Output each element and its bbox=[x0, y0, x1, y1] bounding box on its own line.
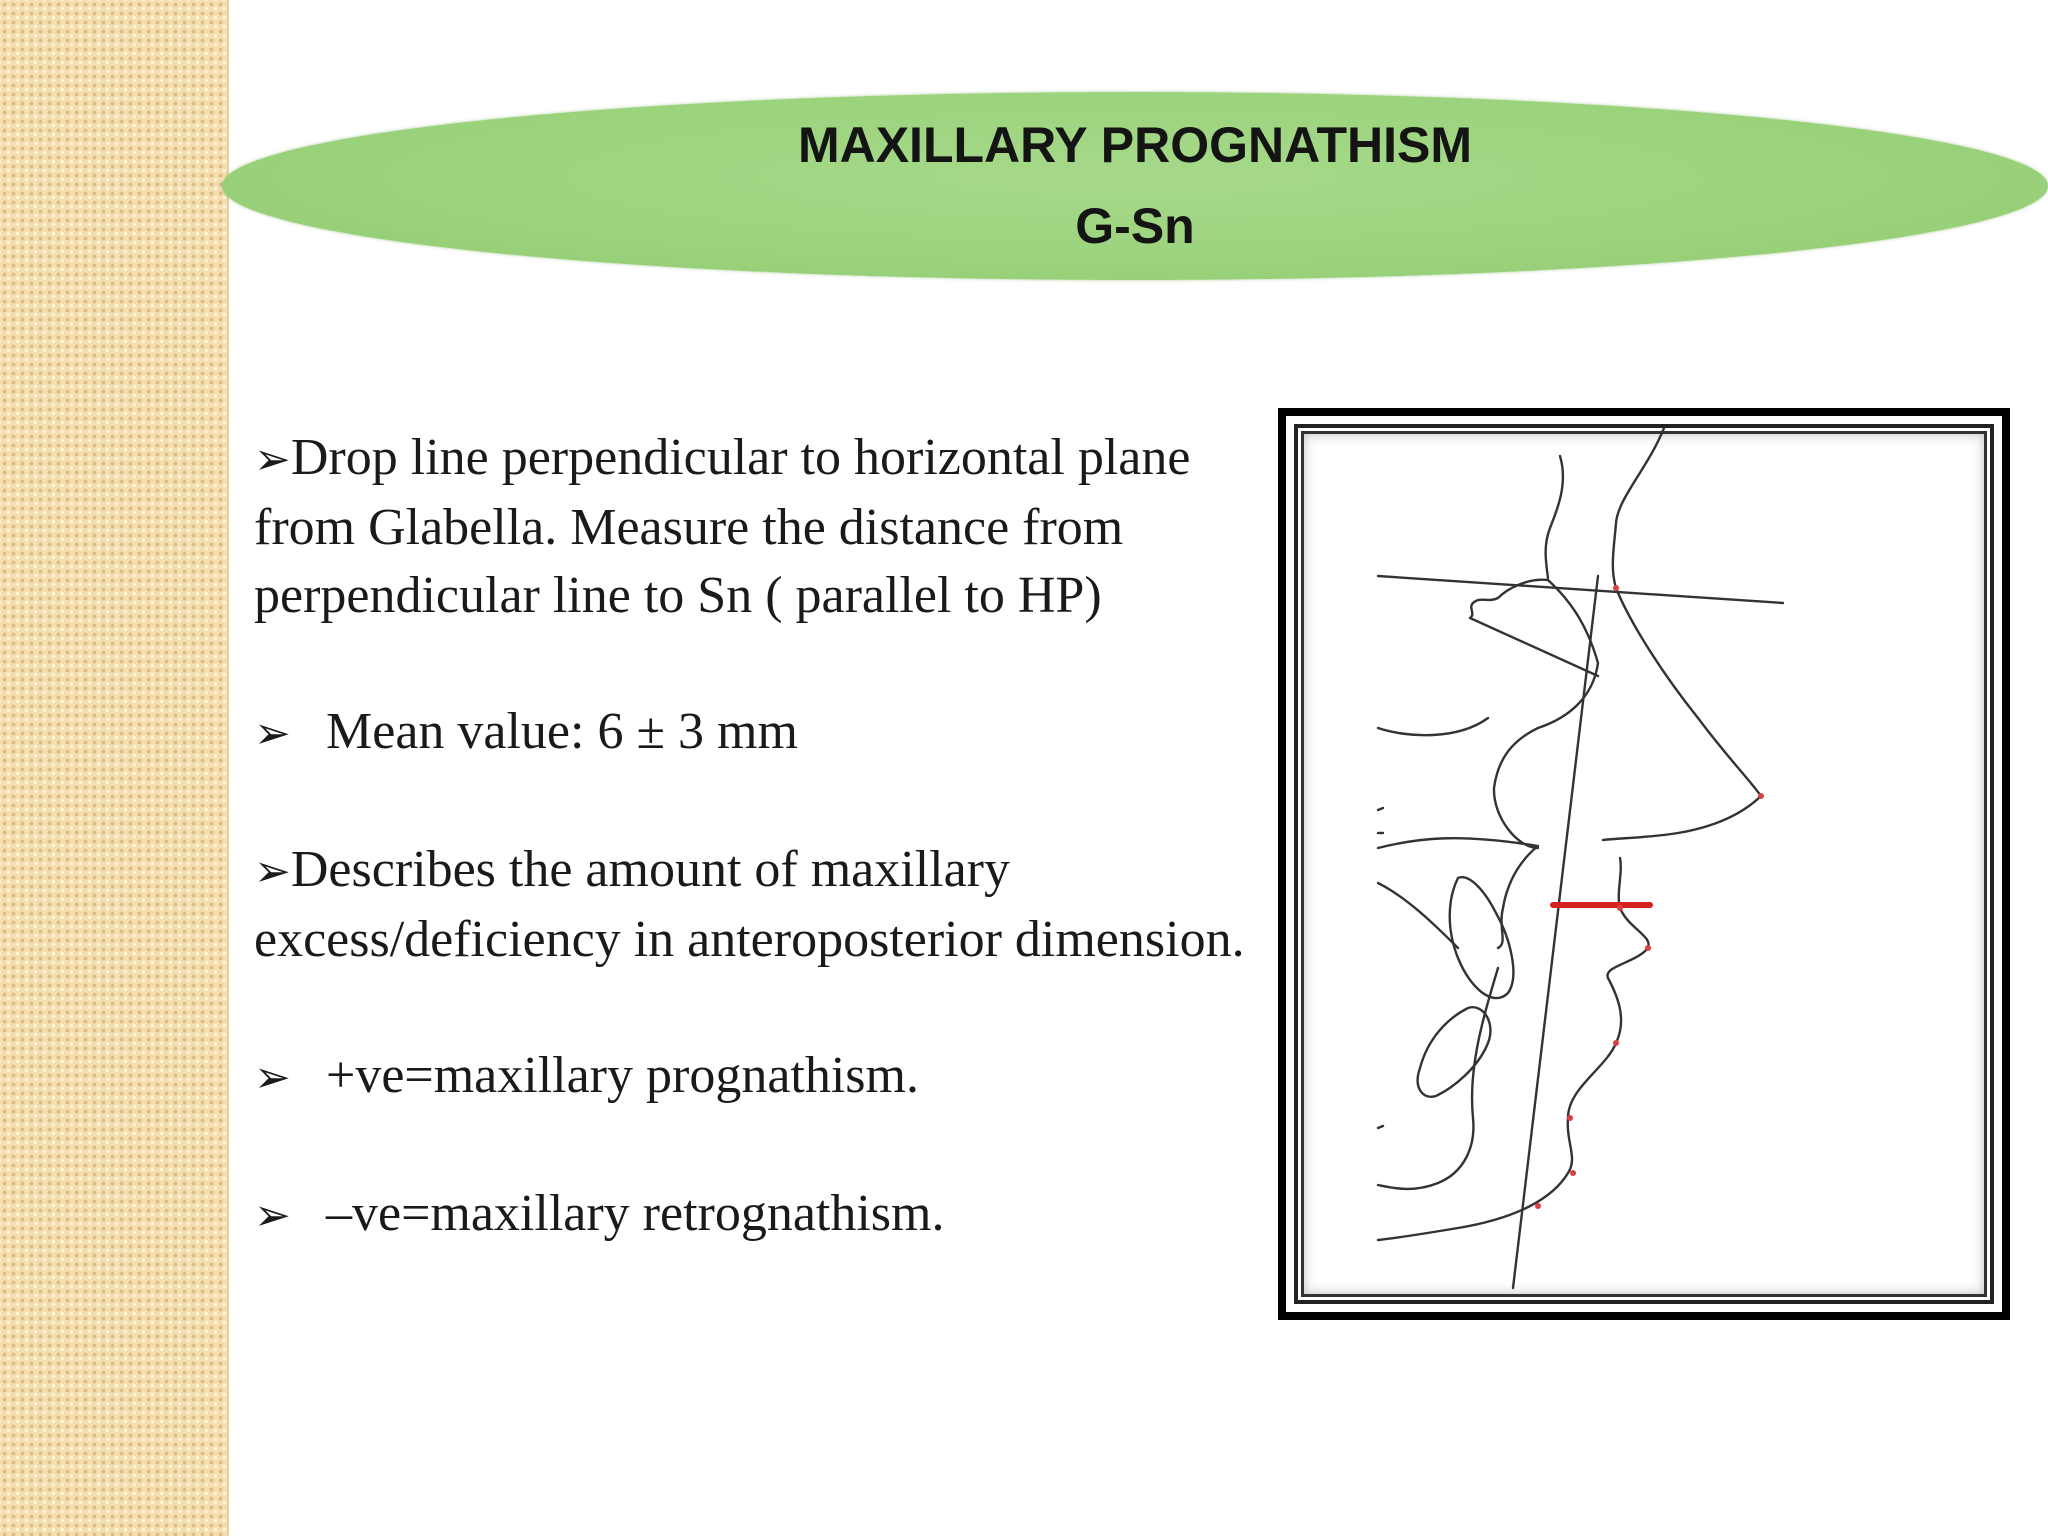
arrow-bullet-icon: ➢ bbox=[254, 1052, 291, 1103]
cheek-curve bbox=[1378, 718, 1488, 735]
landmark-point bbox=[1758, 793, 1764, 799]
landmark-point bbox=[1613, 585, 1619, 591]
tooth-upper bbox=[1450, 877, 1514, 998]
landmark-point bbox=[1617, 905, 1623, 911]
bullet-text: Mean value: 6 ± 3 mm bbox=[326, 703, 798, 760]
slide-subtitle: G-Sn bbox=[1075, 198, 1195, 254]
chin-curve bbox=[1378, 968, 1498, 1189]
arrow-bullet-icon: ➢ bbox=[254, 846, 291, 897]
landmark-point bbox=[1645, 945, 1651, 951]
bullet-item bbox=[254, 424, 1254, 630]
tooth-lower bbox=[1418, 1007, 1491, 1097]
bullet-text: –ve=maxillary retrognathism. bbox=[326, 1185, 945, 1242]
soft-tissue-profile-tracing bbox=[1298, 428, 1982, 1292]
arrow-bullet-icon: ➢ bbox=[254, 1190, 291, 1241]
profile-diagram bbox=[1294, 424, 1994, 1304]
facial-profile-curve bbox=[1603, 428, 1761, 840]
brow-line bbox=[1470, 580, 1598, 676]
arrow-bullet-icon: ➢ bbox=[254, 708, 291, 759]
bullet-item bbox=[254, 1042, 1254, 1112]
bullet-item bbox=[254, 698, 1254, 768]
upper-jaw-curve bbox=[1378, 838, 1538, 948]
title-block bbox=[222, 92, 2048, 280]
small-mark bbox=[1378, 808, 1383, 810]
landmark-point bbox=[1567, 1115, 1573, 1121]
bullet-item bbox=[254, 1180, 1254, 1250]
slide-title: MAXILLARY PROGNATHISM bbox=[797, 117, 1473, 173]
lower-jaw-curve bbox=[1378, 883, 1458, 948]
arrow-bullet-icon: ➢ bbox=[254, 434, 291, 485]
decorative-side-strip bbox=[0, 0, 229, 1536]
horizontal-plane-line bbox=[1378, 576, 1783, 603]
perpendicular-line bbox=[1513, 576, 1598, 1288]
bullet-list bbox=[254, 424, 1254, 1318]
bullet-item bbox=[254, 836, 1254, 974]
bullet-text: +ve=maxillary prognathism. bbox=[326, 1047, 919, 1104]
landmark-point bbox=[1535, 1203, 1541, 1209]
bullet-text: Drop line perpendicular to horizontal plane from Glabella. Measure the distance from perpendicular line to Sn ( parallel to HP) bbox=[254, 429, 1191, 624]
small-mark bbox=[1378, 1126, 1383, 1128]
landmark-point bbox=[1613, 1040, 1619, 1046]
tracing-lines bbox=[1378, 428, 1783, 1288]
bullet-text: Describes the amount of maxillary excess/deficiency in anteroposterior dimension. bbox=[254, 841, 1245, 968]
profile-diagram-frame bbox=[1278, 408, 2010, 1320]
orbit-curve bbox=[1546, 456, 1563, 578]
landmarks bbox=[1535, 585, 1764, 1209]
landmark-point bbox=[1570, 1170, 1576, 1176]
lip-chin-profile bbox=[1378, 858, 1649, 1240]
